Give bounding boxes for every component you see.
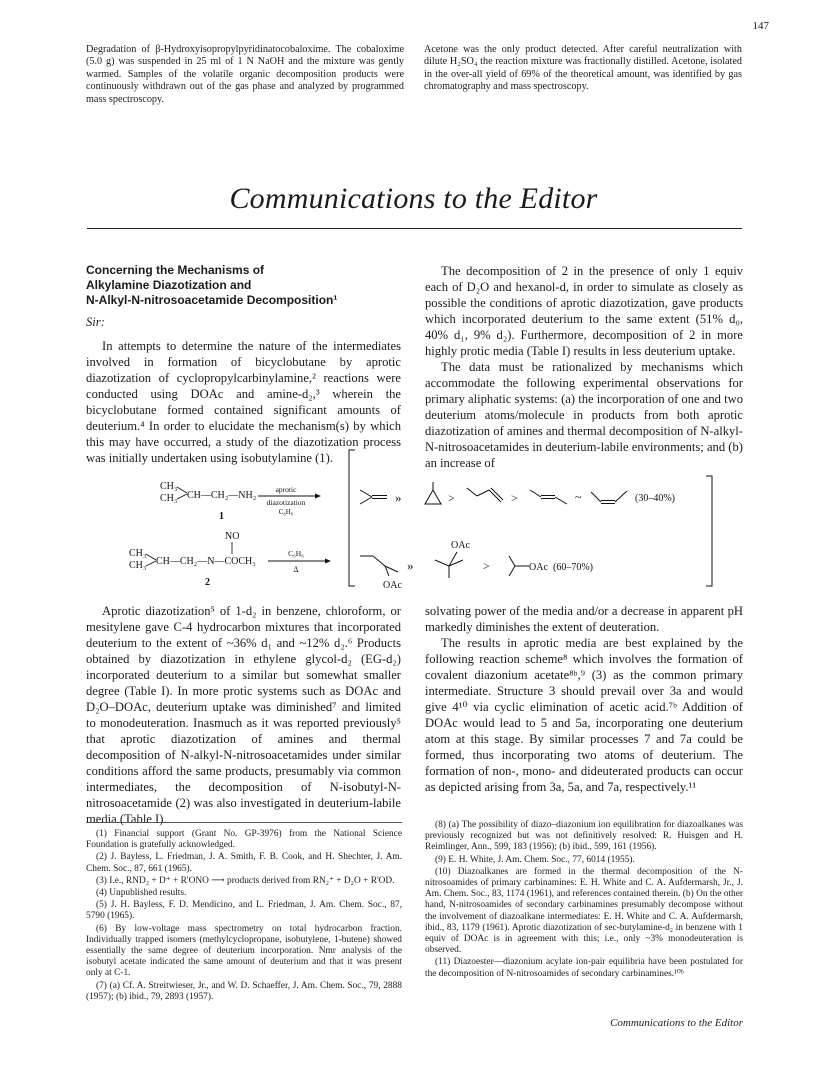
article-title-line: N-Alkyl-N-nitrosoacetamide Decomposition¹	[86, 293, 338, 307]
footnote: (3) I.e., RND₂ + D⁺ + R'ONO ⟶ products derived from RN₂⁺ + D₂O + R'OD.	[96, 875, 395, 886]
article-left-column-lower	[86, 603, 401, 827]
article-right-column-lower	[425, 603, 743, 795]
paragraph: The decomposition of 2 in the presence of only 1 equiv each of D₂O and hexanol-d, in order to simulate as closely as possible the conditions of aprotic diazotization, gave products which incorporated deuterium to the same extent (51% d₀, 40% d₁, 9% d₂). Furthermore, decomposition of 2 in more highly protic media (Table I) results in less deuterium uptake.	[425, 264, 743, 358]
sec-butyl-acetate-structure	[360, 556, 398, 576]
ratio-symbol: >	[483, 559, 490, 573]
arrow-1-condition: diazotization	[266, 498, 306, 507]
paragraph: solvating power of the media and/or a decrease in apparent pH markedly diminishes the extent of deuteration.	[425, 604, 743, 634]
footnote: (11) Diazoester—diazonium acylate ion-pair equilibria have been postulated for the decomposition of N-nitrosoamides of secondary carbinamines.¹⁰ᵇ	[425, 957, 743, 979]
footnote: (5) J. H. Bayless, F. D. Mendicino, and L. Friedman, J. Am. Chem. Soc., 87, 5790 (1965).	[86, 900, 402, 922]
reactant-2-ch3-bottom: CH₃	[129, 560, 147, 571]
footnote-rule	[86, 822, 402, 823]
reactant-1-ch3-bottom: CH₃	[160, 493, 178, 504]
section-heading: Communications to the Editor	[229, 182, 598, 215]
acetoxy-label: OAc	[451, 540, 470, 551]
footnote: (9) E. H. White, J. Am. Chem. Soc., 77, 6014 (1955).	[435, 854, 635, 865]
reactant-1-ch3-top: CH₃	[160, 481, 178, 492]
footnote: (6) By low-voltage mass spectrometry on total hydrocarbon fraction. Individually trapped isomers (methylcyclopropane, isobutylene, 1-butene) showed essentially the same degree of deuterium incorporation. Nmr analysis of the isobutyl acetate indicated the same amount of deuterium and that it was present only at C-1.	[86, 923, 402, 979]
article-title-line: Concerning the Mechanisms of	[86, 263, 265, 277]
footnote: (1) Financial support (Grant No. GP-3976) from the National Science Foundation is gratefully acknowledged.	[86, 829, 402, 851]
footnotes-left	[86, 829, 402, 1004]
arrow-1-reagent: aprotic	[275, 485, 297, 494]
ratio-symbol: »	[395, 490, 402, 505]
arrow-2-heat: Δ	[293, 565, 299, 574]
arrow-1-solvent: C₆H₆	[278, 508, 294, 516]
top-right-paragraph: Acetone was the only product detected. After careful neutralization with dilute H₂SO₄ the reaction mixture was fractionally distilled. Acetone, isolated in the over-all yield of 69% of the theoretical amount, was identified by gas chromatography and mass spectroscopy.	[424, 44, 742, 93]
paragraph: In attempts to determine the nature of the intermediates involved in formation of bicyclobutane by aprotic diazotization of cyclopropylcarbinylamine,² reactions were conducted using DOAc and amine-d₂,³ wherein the bicyclobutane formed contained significant amounts of deuterium.⁴ In order to elucidate the mechanism(s) by which this may have occurred, a study of the diazotization process was initially undertaken using isobutylamine (1).	[86, 339, 401, 465]
reactant-2-ch3-top: CH₃	[129, 548, 147, 559]
page-number: 147	[752, 20, 769, 32]
yield-hydrocarbons: (30–40%)	[635, 493, 675, 504]
reactant-1-chain: CH—CH₂—NH₂	[187, 490, 257, 501]
footnote: (8) (a) The possibility of diazo–diazonium ion equilibration for diazoalkanes was previously recognized but was not definitively resolved: R. Huisgen and H. Reimlinger, Ann., 599, 183 (1956); (b) ibid., 599, 161 (1956).	[425, 820, 743, 853]
compound-label-1: 1	[219, 511, 224, 522]
footnotes-right	[425, 820, 743, 981]
article-right-column-upper	[425, 263, 743, 471]
paragraph: The data must be rationalized by mechanisms which accommodate the following experimental observations for primary aliphatic systems: (a) the incorporation of one and two deuterium atoms/molecule in products from both aprotic diazotization of amines and thermal decomposition of N-alkyl-N-nitrosoacetamides in deuterium-labile environments; and (b) an increase of	[425, 360, 743, 470]
footnote: (2) J. Bayless, L. Friedman, J. A. Smith, F. B. Cook, and H. Shechter, J. Am. Chem. Soc., 87, 661 (1965).	[86, 852, 402, 874]
isobutyl-acetate-structure	[509, 556, 529, 576]
isobutylene-structure	[360, 490, 387, 504]
compound-label-2: 2	[205, 577, 210, 588]
ratio-symbol: >	[448, 491, 455, 505]
ratio-symbol: >	[511, 491, 518, 505]
paragraph: Aprotic diazotization⁵ of 1-d₂ in benzene, chloroform, or mesitylene gave C-4 hydrocarbon mixtures that incorporated deuterium to the extent of ~36% d₁ and ~12% d₂.⁶ Products obtained by diazotization in ethylene glycol-d₂ (EG-d₂) incorporated deuterium to a similar but somewhat smaller degree (Table I). In more protic systems such as DOAc and D₂O–DOAc, deuterium uptake was diminished⁷ and limited to monodeuteration. Inasmuch as it was reported previously⁵ that aprotic diazotization of amines and thermal decomposition of N-alkyl-N-nitrosoacetamides under similar conditions afford the same products, presumably via common intermediates, the decomposition of N-isobutyl-N-nitrosoacetamide (2) was also investigated in deuterium-labile media (Table I).	[86, 604, 401, 826]
nitroso-label: NO	[225, 531, 240, 542]
arrow-2-solvent: C₆H₆	[288, 549, 304, 558]
acetoxy-label: OAc	[529, 562, 548, 573]
footnote: (4) Unpublished results.	[96, 888, 187, 899]
cis-2-butene-structure	[591, 491, 627, 504]
methylcyclopropane-structure	[425, 482, 441, 504]
page-footer: Communications to the Editor	[610, 1017, 743, 1029]
reactant-2-chain: CH—CH₂—N—COCH₃	[156, 556, 256, 567]
1-butene-structure	[467, 488, 503, 502]
top-left-paragraph: Degradation of β-Hydroxyisopropylpyridinatocobaloxime. The cobaloxime (5.0 g) was suspended in 25 ml of 1 N NaOH and the mixture was gently warmed. Samples of the volatile organic decomposition products were continuously withdrawn out of the gas phase and analyzed by programmed mass spectroscopy.	[86, 44, 404, 105]
article-title-line: Alkylamine Diazotization and	[86, 278, 252, 292]
reaction-scheme	[129, 444, 715, 594]
tert-butyl-acetate-structure	[435, 552, 463, 578]
article-title	[86, 263, 401, 308]
salutation: Sir:	[86, 315, 105, 329]
acetoxy-label: OAc	[383, 580, 402, 591]
ratio-symbol: ~	[575, 490, 582, 504]
heading-rule	[87, 228, 742, 229]
footnote: (7) (a) Cf. A. Streitwieser, Jr., and W. D. Schaeffer, J. Am. Chem. Soc., 79, 2888 (1957); (b) ibid., 79, 2893 (1957).	[86, 980, 402, 1002]
paragraph: The results in aprotic media are best explained by the following reaction scheme⁸ which involves the formation of covalent diazonium acetate⁸ᵇ,⁹ (3) as the common primary intermediate. Structure 3 should prevail over 3a and would give 4¹⁰ via cyclic elimination of acetic acid.⁷ᵇ Addition of DOAc would lead to 5 and 5a, incorporating one deuterium atom at this stage. By similar processes 7 and 7a could be formed, thus incorporating two atoms of deuterium. The formation of non-, mono- and dideuterated products can occur as depicted arising from 3a, 5a, and 7a, respectively.¹¹	[425, 636, 743, 794]
yield-acetates: (60–70%)	[553, 562, 593, 573]
article-left-column-upper	[86, 263, 401, 466]
trans-2-butene-structure	[530, 490, 567, 504]
ratio-symbol: »	[407, 558, 414, 573]
footnote: (10) Diazoalkanes are formed in the thermal decomposition of the N-nitrosoamides of primary carbinamines: E. H. White and C. A. Aufdermarsh, Jr., J. Am. Chem. Soc., 83, 1174 (1961), and references contained therein. (b) On the other hand, N-nitrosoamides of secondary carbinamines presumably decompose without the involvement of diazoalkane intermediates: E. H. White and C. A. Aufdermarsh, ibid., 83, 1179 (1961). Aprotic diazotization of sec-butylamine-d₂ in benzene with 1 equiv of DOAc is in agreement with this; i.e., only ~3% monodeuteration is observed.	[425, 866, 743, 956]
